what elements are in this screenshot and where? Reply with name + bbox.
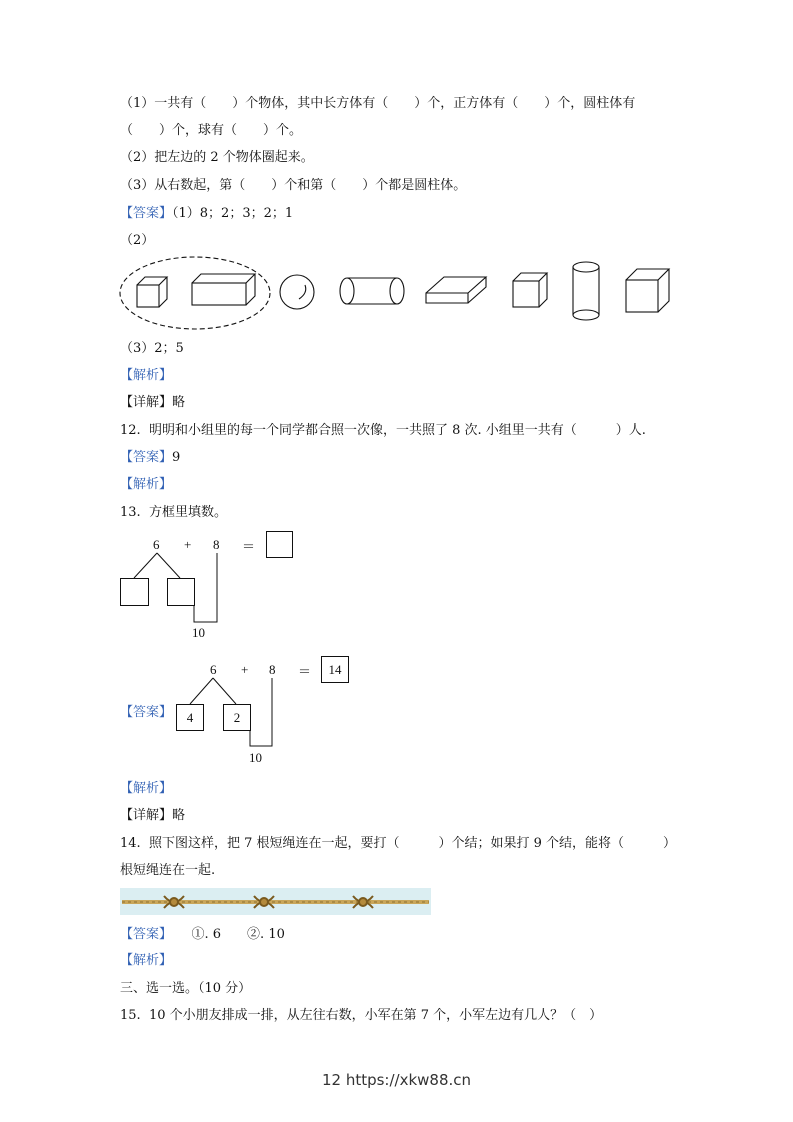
answer-text: （1）8；2；3；2；1 <box>172 206 294 221</box>
q11-line3: （2）把左边的 2 个物体圈起来。 <box>120 150 314 165</box>
q14-line1: 14. 照下图这样，把 7 根短绳连在一起，要打（ ）个结；如果打 9 个结，能将（ ） <box>120 836 677 851</box>
answer-tag: 【答案】 <box>120 450 173 465</box>
ans-split-box-2 <box>223 704 251 731</box>
ans-split-box-1 <box>176 704 204 731</box>
q12-analysis-tag: 【解析】 <box>120 477 173 492</box>
cylinder-lying-shape <box>340 278 404 304</box>
q14-line2: 根短绳连在一起. <box>120 863 216 878</box>
sphere-shape <box>280 275 314 309</box>
ans-addend-b: 8 <box>269 662 276 677</box>
addend-a: 6 <box>153 537 160 552</box>
ans-result-value: 14 <box>328 662 342 677</box>
cylinder-standing-shape <box>573 262 599 320</box>
ans-split-value-1: 4 <box>186 710 194 725</box>
q11-line2: （ ）个，球有（ ）个。 <box>120 123 303 138</box>
q11-line1: （1）一共有（ ）个物体，其中长方体有（ ）个，正方体有（ ）个，圆柱体有 <box>120 96 636 111</box>
answer-tag: 【答案】 <box>120 927 166 942</box>
cube-small-shape <box>137 277 167 307</box>
q12-answer <box>120 450 180 466</box>
q13-detail <box>120 808 185 824</box>
q11-detail <box>120 395 185 411</box>
detail-text: 略 <box>172 808 186 823</box>
q15-question: 15. 10 个小朋友排成一排，从左往右数，小军在第 7 个，小军左边有几人？（ ） <box>120 1008 603 1023</box>
section-3-heading: 三、选一选。（10 分） <box>120 981 252 996</box>
q11-part2-label: （2） <box>120 233 155 248</box>
selection-circle <box>120 257 270 329</box>
detail-text: 略 <box>172 395 186 410</box>
ans-split-value-2: 2 <box>233 710 241 725</box>
ans-ten-label: 10 <box>249 750 262 765</box>
answer-text: 9 <box>172 450 181 465</box>
equals-sign: ＝ <box>242 539 256 554</box>
q13-question: 13. 方框里填数。 <box>120 505 227 520</box>
answer-text: ①. 6 ②. 10 <box>165 927 285 942</box>
q13-analysis-tag: 【解析】 <box>120 781 173 796</box>
q11-part3: （3）2；5 <box>120 341 184 356</box>
q14-analysis-tag: 【解析】 <box>120 953 173 968</box>
answer-tag: 【答案】 <box>120 206 173 221</box>
q13-answer-tag-line <box>120 705 172 721</box>
plus-sign: + <box>184 537 192 552</box>
ans-addend-a: 6 <box>210 662 217 677</box>
q11-answer <box>120 206 293 222</box>
addend-b: 8 <box>213 537 220 552</box>
ans-equals-sign: ＝ <box>298 664 312 679</box>
ans-result-box <box>321 656 349 683</box>
split-box-1[interactable] <box>120 578 149 606</box>
q11-analysis-tag: 【解析】 <box>120 368 173 383</box>
page-footer: 12 https://xkw88.cn <box>321 1071 472 1089</box>
ans-plus-sign: + <box>241 662 249 677</box>
cube-medium-shape <box>513 273 547 307</box>
q11-line4: （3）从右数起，第（ ）个和第（ ）个都是圆柱体。 <box>120 178 467 193</box>
detail-tag: 【详解】 <box>120 808 173 823</box>
cube-large-shape <box>626 269 669 312</box>
result-box[interactable] <box>266 531 293 558</box>
ten-label: 10 <box>192 625 205 640</box>
solids-figure <box>118 255 678 333</box>
cuboid-shape <box>192 274 255 305</box>
answer-tag: 【答案】 <box>120 705 173 720</box>
q12-question: 12. 明明和小组里的每一个同学都合照一次像，一共照了 8 次. 小组里一共有（ ）人. <box>120 423 646 438</box>
detail-tag: 【详解】 <box>120 395 173 410</box>
rope-image <box>120 888 431 915</box>
q14-answer <box>120 927 285 943</box>
split-box-2[interactable] <box>167 578 195 606</box>
flat-cuboid-shape <box>426 277 486 303</box>
